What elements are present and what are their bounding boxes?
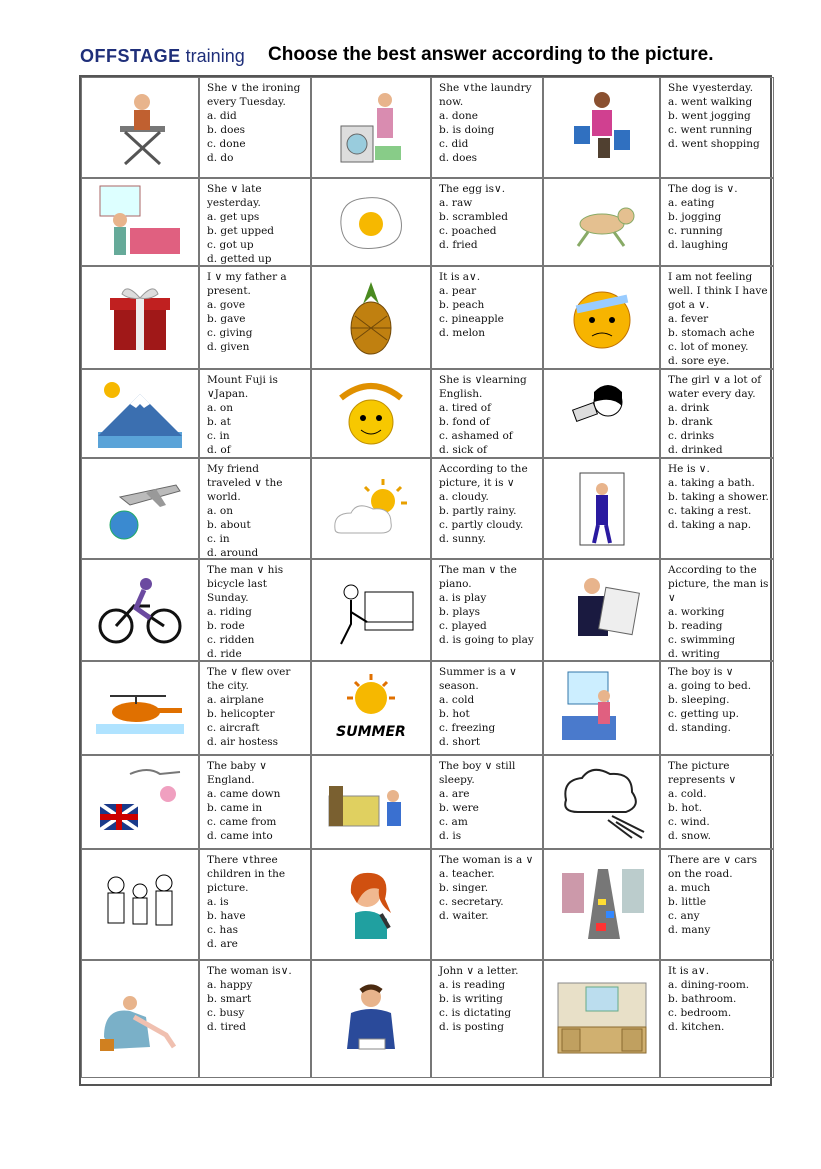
fried-egg-icon: [321, 180, 421, 264]
picture-cell: [311, 458, 431, 559]
question-cell: [199, 369, 311, 458]
answer-option[interactable]: b. taking a shower.: [668, 491, 769, 503]
picture-cell: [543, 77, 660, 178]
answer-option[interactable]: d. is going to play: [439, 634, 534, 646]
answer-option[interactable]: a. dining-room.: [668, 979, 750, 991]
wind-cloud-icon: [552, 760, 652, 844]
answer-option[interactable]: b. went jogging: [668, 110, 751, 122]
answer-option[interactable]: b. does: [207, 124, 246, 136]
picture-cell: [543, 661, 660, 755]
picture-cell: [311, 849, 431, 960]
answer-option[interactable]: a. riding: [207, 606, 252, 618]
gift-box-icon: [90, 276, 190, 360]
answer-option[interactable]: a. gove: [207, 299, 246, 311]
question-cell: [431, 178, 543, 266]
answer-option[interactable]: d. many: [668, 924, 711, 936]
answer-option[interactable]: b. rode: [207, 620, 245, 632]
traffic-road-icon: [552, 863, 652, 947]
answer-option[interactable]: b. little: [668, 896, 707, 908]
offstage-logo: OFFSTAGE training: [80, 46, 245, 66]
answer-option[interactable]: c. done: [207, 138, 246, 150]
picture-cell: [543, 369, 660, 458]
answer-option[interactable]: c. any: [668, 910, 700, 922]
answer-option[interactable]: c. getting up.: [668, 708, 739, 720]
answer-option[interactable]: c. partly cloudy.: [439, 519, 524, 531]
three-children-icon: [90, 863, 190, 947]
picture-cell: [81, 755, 199, 849]
answer-option[interactable]: d. sore eye.: [668, 355, 730, 367]
answer-option[interactable]: a. teacher.: [439, 868, 495, 880]
answer-option[interactable]: d. of: [207, 444, 231, 456]
question-cell: [660, 661, 774, 755]
answer-option[interactable]: a. cloudy.: [439, 491, 489, 503]
picture-cell: [543, 266, 660, 369]
answer-option[interactable]: a. eating: [668, 197, 715, 209]
answer-option[interactable]: b. at: [207, 416, 231, 428]
answer-option[interactable]: d. sunny.: [439, 533, 486, 545]
summer-sun-icon: [321, 666, 421, 750]
question-text: I ∨ my father a present.: [207, 271, 291, 297]
answer-option[interactable]: b. fond of: [439, 416, 490, 428]
question-text: There are ∨ cars on the road.: [668, 854, 761, 880]
answer-option[interactable]: a. cold.: [668, 788, 707, 800]
question-text: The man ∨ the piano.: [439, 564, 521, 590]
question-cell: [660, 266, 774, 369]
stork-uk-flag-icon: [90, 760, 190, 844]
answer-option[interactable]: c. got up: [207, 239, 254, 251]
picture-cell: [311, 661, 431, 755]
answer-option[interactable]: a. taking a bath.: [668, 477, 755, 489]
answer-option[interactable]: c. in: [207, 533, 230, 545]
answer-option[interactable]: d. laughing: [668, 239, 729, 251]
question-cell: [199, 559, 311, 661]
answer-option[interactable]: d. air hostess: [207, 736, 279, 748]
answer-option[interactable]: c. has: [207, 924, 238, 936]
answer-option[interactable]: d. sick of: [439, 444, 487, 456]
answer-option[interactable]: b. scrambled: [439, 211, 508, 223]
picture-cell: [311, 755, 431, 849]
question-text: Mount Fuji is ∨Japan.: [207, 374, 282, 400]
answer-option[interactable]: a. went walking: [668, 96, 753, 108]
answer-option[interactable]: b. is writing: [439, 993, 503, 1005]
answer-option[interactable]: a. working: [668, 606, 725, 618]
question-text: The man ∨ his bicycle last Sunday.: [207, 564, 287, 604]
answer-option[interactable]: d. is: [439, 830, 462, 842]
plane-globe-icon: [90, 467, 190, 551]
picture-cell: [311, 77, 431, 178]
girl-drinking-icon: [552, 372, 652, 456]
running-dog-icon: [552, 180, 652, 264]
answer-option[interactable]: d. are: [207, 938, 238, 950]
answer-option[interactable]: c. aircraft: [207, 722, 260, 734]
answer-option[interactable]: d. went shopping: [668, 138, 760, 150]
question-text: She ∨yesterday.: [668, 82, 754, 94]
answer-option[interactable]: c. in: [207, 430, 230, 442]
answer-option[interactable]: a. raw: [439, 197, 473, 209]
woman-ironing-icon: [90, 86, 190, 170]
answer-option[interactable]: a. is reading: [439, 979, 506, 991]
answer-option[interactable]: a. cold: [439, 694, 475, 706]
question-cell: [431, 960, 543, 1078]
answer-option[interactable]: b. sleeping.: [668, 694, 730, 706]
question-text: The dog is ∨.: [668, 183, 738, 195]
question-cell: [199, 77, 311, 178]
question-text: According to the picture, it is ∨: [439, 463, 532, 489]
svg-text:SUMMER: SUMMER: [336, 724, 406, 740]
answer-option[interactable]: d. drinked: [668, 444, 723, 456]
answer-option[interactable]: b. peach: [439, 299, 485, 311]
question-cell: [660, 178, 774, 266]
question-text: She ∨the laundry now.: [439, 82, 535, 108]
shower-icon: [552, 467, 652, 551]
answer-option[interactable]: c. played: [439, 620, 487, 632]
picture-cell: [81, 960, 199, 1078]
answer-option[interactable]: c. giving: [207, 327, 253, 339]
answer-option[interactable]: a. did: [207, 110, 237, 122]
question-cell: [660, 77, 774, 178]
answer-option[interactable]: c. did: [439, 138, 469, 150]
sleepy-boy-bed-icon: [321, 760, 421, 844]
picture-cell: [81, 661, 199, 755]
picture-cell: [81, 77, 199, 178]
answer-option[interactable]: a. get ups: [207, 211, 260, 223]
question-text: I am not feeling well. I think I have got a ∨.: [668, 271, 771, 311]
answer-option[interactable]: a. are: [439, 788, 470, 800]
answer-option[interactable]: d. tired: [207, 1021, 246, 1033]
question-text: She is ∨learning English.: [439, 374, 531, 400]
question-text: The woman is a ∨: [439, 854, 534, 866]
answer-option[interactable]: c. secretary.: [439, 896, 504, 908]
sun-cloud-icon: [321, 467, 421, 551]
picture-cell: [543, 849, 660, 960]
answer-option[interactable]: d. kitchen.: [668, 1021, 725, 1033]
picture-cell: [81, 559, 199, 661]
answer-option[interactable]: b. gave: [207, 313, 246, 325]
answer-option[interactable]: c. running: [668, 225, 723, 237]
picture-cell: [543, 755, 660, 849]
answer-option[interactable]: a. is: [207, 896, 229, 908]
picture-cell: [311, 266, 431, 369]
answer-option[interactable]: d. short: [439, 736, 481, 748]
answer-option[interactable]: c. pineapple: [439, 313, 504, 325]
answer-option[interactable]: b. get upped: [207, 225, 275, 237]
answer-option[interactable]: b. stomach ache: [668, 327, 755, 339]
answer-option[interactable]: a. much: [668, 882, 711, 894]
answer-option[interactable]: a. pear: [439, 285, 477, 297]
question-cell: [660, 369, 774, 458]
picture-cell: [81, 849, 199, 960]
answer-option[interactable]: b. partly rainy.: [439, 505, 517, 517]
answer-option[interactable]: d. standing.: [668, 722, 731, 734]
mount-fuji-icon: [90, 372, 190, 456]
answer-option[interactable]: b. were: [439, 802, 479, 814]
answer-option[interactable]: c. swimming: [668, 634, 736, 646]
answer-option[interactable]: b. hot.: [668, 802, 703, 814]
question-text: She ∨ the ironing every Tuesday.: [207, 82, 304, 108]
question-cell: [431, 458, 543, 559]
question-text: The egg is∨.: [439, 183, 506, 195]
boy-getting-up-icon: [552, 666, 652, 750]
picture-cell: [543, 178, 660, 266]
answer-option[interactable]: b. hot: [439, 708, 470, 720]
question-cell: [431, 266, 543, 369]
question-cell: [199, 661, 311, 755]
answer-option[interactable]: d. taking a nap.: [668, 519, 752, 531]
question-text: The picture represents ∨: [668, 760, 737, 786]
answer-option[interactable]: b. bathroom.: [668, 993, 737, 1005]
question-text: The ∨ flew over the city.: [207, 666, 294, 692]
picture-cell: [543, 458, 660, 559]
answer-option[interactable]: c. busy: [207, 1007, 245, 1019]
answer-option[interactable]: d. snow.: [668, 830, 711, 842]
shopping-woman-icon: [552, 86, 652, 170]
question-cell: [660, 559, 774, 661]
question-cell: [431, 661, 543, 755]
picture-cell: [311, 559, 431, 661]
question-text: Summer is a ∨ season.: [439, 666, 521, 692]
question-text: My friend traveled ∨ the world.: [207, 463, 286, 503]
question-cell: [199, 960, 311, 1078]
question-text: The boy ∨ still sleepy.: [439, 760, 519, 786]
answer-option[interactable]: d. getted up: [207, 253, 272, 265]
question-text: The baby ∨ England.: [207, 760, 271, 786]
answer-option[interactable]: b. jogging: [668, 211, 722, 223]
question-cell: [660, 960, 774, 1078]
question-cell: [431, 849, 543, 960]
sick-face-icon: [552, 276, 652, 360]
answer-option[interactable]: d. came into: [207, 830, 273, 842]
answer-option[interactable]: b. reading: [668, 620, 723, 632]
answer-option[interactable]: a. tired of: [439, 402, 492, 414]
question-cell: [199, 755, 311, 849]
answer-option[interactable]: c. drinks: [668, 430, 715, 442]
man-writing-icon: [321, 977, 421, 1061]
answer-option[interactable]: d. writing: [668, 648, 720, 660]
picture-cell: [81, 178, 199, 266]
question-text: The woman is∨.: [207, 965, 292, 977]
answer-option[interactable]: d. ride: [207, 648, 242, 660]
question-text: The boy is ∨: [668, 666, 734, 678]
answer-option[interactable]: a. done: [439, 110, 478, 122]
question-cell: [199, 849, 311, 960]
answer-option[interactable]: a. fever: [668, 313, 709, 325]
tired-woman-icon: [90, 977, 190, 1061]
answer-option[interactable]: d. do: [207, 152, 234, 164]
answer-option[interactable]: b. drank: [668, 416, 713, 428]
answer-option[interactable]: b. is doing: [439, 124, 495, 136]
answer-option[interactable]: c. bedroom.: [668, 1007, 732, 1019]
picture-cell: [81, 266, 199, 369]
answer-option[interactable]: a. going to bed.: [668, 680, 752, 692]
answer-option[interactable]: c. is dictating: [439, 1007, 512, 1019]
answer-option[interactable]: a. is play: [439, 592, 487, 604]
answer-option[interactable]: c. ashamed of: [439, 430, 513, 442]
piano-player-icon: [321, 568, 421, 652]
answer-option[interactable]: d. melon: [439, 327, 486, 339]
answer-option[interactable]: b. plays: [439, 606, 481, 618]
question-cell: [660, 849, 774, 960]
question-cell: [431, 77, 543, 178]
picture-cell: [311, 178, 431, 266]
question-text: He is ∨.: [668, 463, 710, 475]
answer-option[interactable]: b. about: [207, 519, 251, 531]
picture-cell: [311, 369, 431, 458]
answer-option[interactable]: c. freezing: [439, 722, 496, 734]
answer-option[interactable]: d. waiter.: [439, 910, 489, 922]
answer-option[interactable]: b. came in: [207, 802, 263, 814]
answer-option[interactable]: b. singer.: [439, 882, 489, 894]
question-cell: [199, 266, 311, 369]
woman-getting-up-icon: [90, 180, 190, 264]
answer-option[interactable]: c. ridden: [207, 634, 255, 646]
answer-option[interactable]: a. on: [207, 505, 234, 517]
answer-option[interactable]: c. lot of money.: [668, 341, 749, 353]
helicopter-icon: [90, 666, 190, 750]
cyclist-icon: [90, 568, 190, 652]
picture-cell: [81, 458, 199, 559]
question-grid: [79, 75, 772, 1086]
answer-option[interactable]: c. went running: [668, 124, 753, 136]
answer-option[interactable]: b. helicopter: [207, 708, 275, 720]
kitchen-icon: [552, 977, 652, 1061]
answer-option[interactable]: c. am: [439, 816, 468, 828]
answer-option[interactable]: c. came from: [207, 816, 277, 828]
picture-cell: [311, 960, 431, 1078]
question-text: The girl ∨ a lot of water every day.: [668, 374, 765, 400]
pineapple-icon: [321, 276, 421, 360]
picture-cell: [81, 369, 199, 458]
answer-option[interactable]: a. came down: [207, 788, 281, 800]
answer-option[interactable]: c. poached: [439, 225, 497, 237]
laundry-woman-icon: [321, 86, 421, 170]
question-text: She ∨ late yesterday.: [207, 183, 265, 209]
question-text: According to the picture, the man is ∨: [668, 564, 772, 604]
worksheet-title: Choose the best answer according to the picture.: [268, 44, 714, 65]
answer-option[interactable]: a. airplane: [207, 694, 264, 706]
answer-option[interactable]: b. have: [207, 910, 246, 922]
question-cell: [431, 755, 543, 849]
woman-singer-icon: [321, 863, 421, 947]
answer-option[interactable]: a. on: [207, 402, 234, 414]
picture-cell: [543, 559, 660, 661]
answer-option[interactable]: d. does: [439, 152, 478, 164]
question-text: It is a∨.: [439, 271, 481, 283]
question-cell: [660, 755, 774, 849]
question-cell: [199, 458, 311, 559]
answer-option[interactable]: d. around: [207, 547, 259, 559]
question-cell: [660, 458, 774, 559]
question-text: John ∨ a letter.: [439, 965, 519, 977]
answer-option[interactable]: c. taking a rest.: [668, 505, 752, 517]
picture-cell: [543, 960, 660, 1078]
question-text: It is a∨.: [668, 965, 710, 977]
answer-option[interactable]: d. is posting: [439, 1021, 504, 1033]
answer-option[interactable]: a. happy: [207, 979, 253, 991]
man-reading-newspaper-icon: [552, 568, 652, 652]
answer-option[interactable]: d. fried: [439, 239, 478, 251]
answer-option[interactable]: b. smart: [207, 993, 252, 1005]
question-cell: [199, 178, 311, 266]
question-cell: [431, 559, 543, 661]
worksheet-header: [80, 42, 780, 76]
english-smiley-icon: [321, 372, 421, 456]
answer-option[interactable]: a. drink: [668, 402, 710, 414]
question-text: There ∨three children in the picture.: [207, 854, 289, 894]
answer-option[interactable]: d. given: [207, 341, 250, 353]
question-cell: [431, 369, 543, 458]
answer-option[interactable]: c. wind.: [668, 816, 710, 828]
